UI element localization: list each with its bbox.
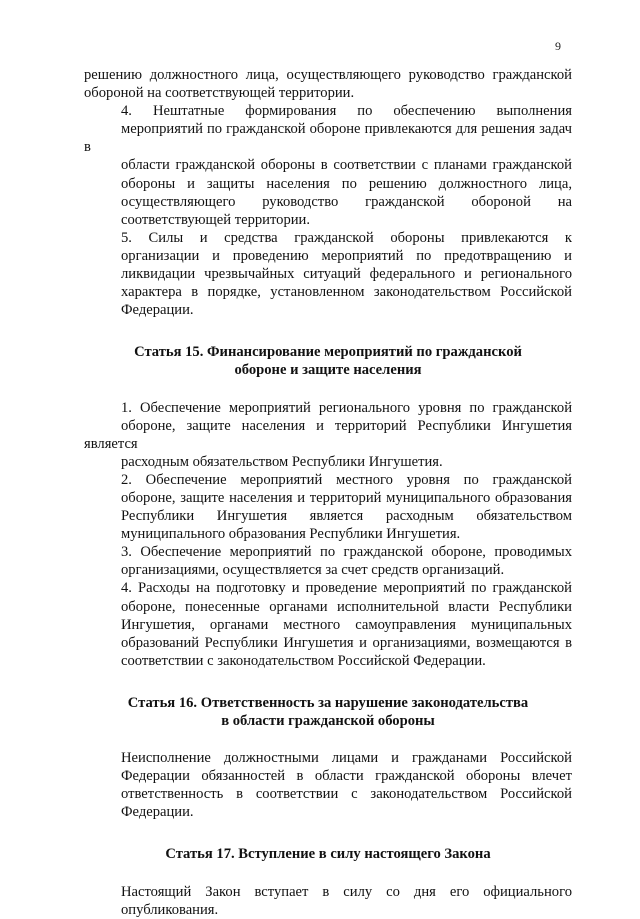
text-line: соответствующей территории. — [121, 211, 311, 228]
text-line: осуществляющего руководство гражданской обороной на — [121, 193, 572, 210]
heading-line: Статья 17. Вступление в силу настоящего Закона — [165, 846, 491, 863]
text-line: образований Республики Ингушетия и организациями, возмещаются в — [121, 634, 572, 651]
article-14-item-5 — [84, 229, 572, 319]
text-line: 5. Силы и средства гражданской обороны привлекаются к — [121, 229, 572, 246]
text-line: опубликования. — [121, 901, 219, 918]
text-line: мероприятий по гражданской обороне привлекаются для решения задач в — [84, 121, 572, 156]
text-line: организациями, осуществляется за счет средств организаций. — [121, 562, 505, 579]
article-15-item-1 — [84, 399, 572, 471]
text-line: соответствии с законодательством Российской Федерации. — [121, 652, 486, 669]
article-15-item-2 — [84, 471, 572, 543]
article-16-heading — [84, 694, 572, 730]
text-line: обороне, защите населения и территорий муниципального образования — [121, 489, 572, 506]
text-line: организации и проведению мероприятий по предотвращению и — [121, 247, 572, 264]
article-16-paragraph — [84, 749, 572, 821]
text-line: расходным обязательством Республики Ингушетия. — [121, 453, 443, 470]
article-17-heading — [84, 845, 572, 863]
text-line: ликвидации чрезвычайных ситуаций федерального и регионального — [121, 266, 572, 283]
text-line: обороне, понесенные органами исполнительной власти Республики — [121, 598, 572, 615]
text-line: Республики Ингушетия является расходным обязательством — [121, 508, 572, 525]
text-line: 1. Обеспечение мероприятий регионального уровня по гражданской — [121, 399, 572, 416]
text-line: муниципального образования Республики Ингушетия. — [121, 526, 461, 543]
text-line: 3. Обеспечение мероприятий по гражданской обороне, проводимых — [121, 544, 572, 561]
heading-line: в области гражданской обороны — [221, 713, 435, 729]
text-line: обороной на соответствующей территории. — [84, 85, 355, 102]
heading-line: Статья 15. Финансирование мероприятий по гражданской — [134, 344, 522, 361]
text-line: Неисполнение должностными лицами и гражданами Российской — [121, 750, 572, 767]
text-line: 2. Обеспечение мероприятий местного уровня по гражданской — [121, 471, 572, 488]
heading-line: Статья 16. Ответственность за нарушение законодательства — [127, 694, 529, 711]
text-line: решению должностного лица, осуществляющего руководство гражданской — [84, 67, 572, 83]
text-line: обороны и защиты населения по решению должностного лица, — [121, 175, 572, 192]
page-number: 9 — [555, 39, 561, 53]
text-line: области гражданской обороны в соответствии с планами гражданской — [121, 157, 572, 174]
article-15-item-4 — [84, 579, 572, 669]
text-line: характера в порядке, установленном законодательством Российской — [121, 284, 572, 301]
article-15-item-3 — [84, 543, 572, 579]
text-line: 4. Расходы на подготовку и проведение мероприятий по гражданской — [121, 580, 572, 597]
text-line: Федерации. — [121, 302, 194, 319]
text-line: Ингушетия, органами местного самоуправления муниципальных — [121, 616, 572, 633]
article-15-heading — [84, 343, 572, 379]
text-line: 4. Нештатные формирования по обеспечению выполнения — [121, 103, 572, 120]
text-line: обороне, защите населения и территорий Республики Ингушетия является — [84, 417, 572, 452]
article-14-item-4 — [84, 102, 572, 229]
heading-line: обороне и защите населения — [234, 362, 422, 379]
text-line: Настоящий Закон вступает в силу со дня его официального — [121, 883, 572, 900]
document-body — [84, 66, 572, 919]
article-17-paragraph — [84, 883, 572, 919]
text-line: Федерации. — [121, 804, 194, 821]
text-line: Федерации обязанностей в области гражданской обороны влечет — [121, 768, 572, 785]
continued-paragraph — [84, 66, 572, 102]
text-line: ответственность в соответствии с законодательством Российской — [121, 786, 572, 803]
